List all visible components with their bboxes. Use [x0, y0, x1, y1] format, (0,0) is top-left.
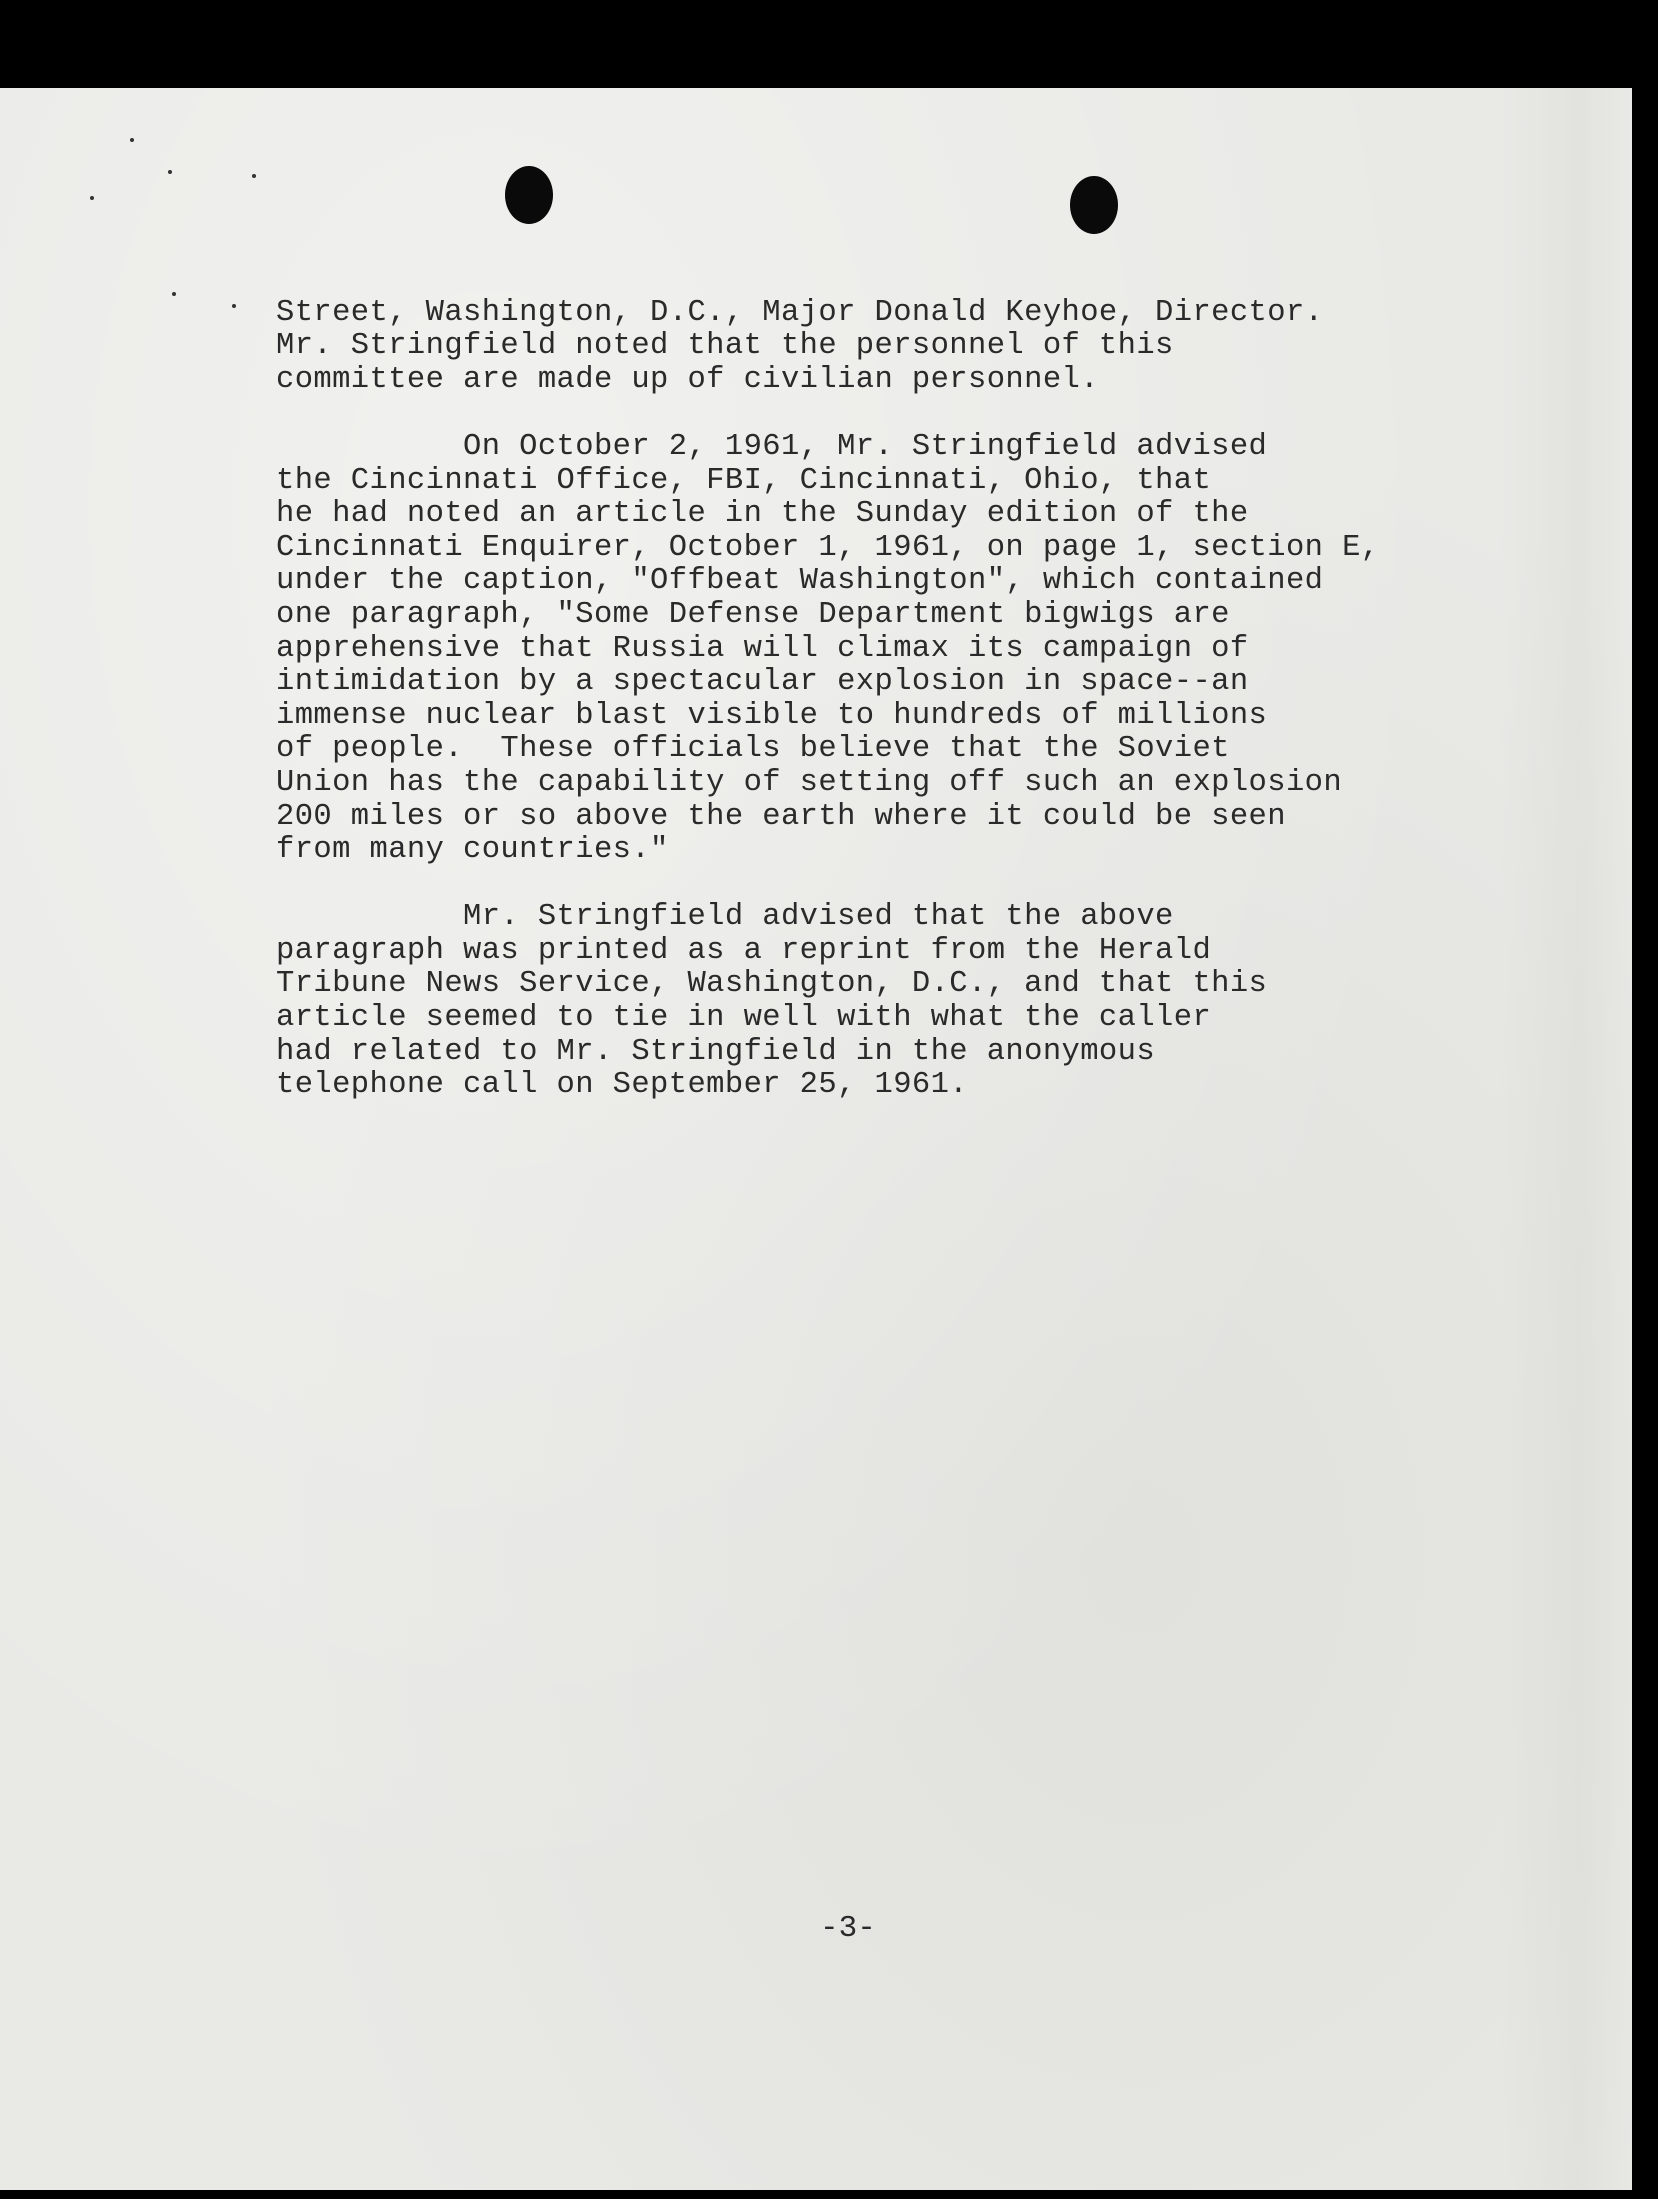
page-number: -3-	[820, 1911, 876, 1946]
speck	[90, 196, 94, 200]
document-page	[0, 88, 1632, 2190]
text-line: Union has the capability of setting off such an explosion	[276, 765, 1343, 800]
text-line: apprehensive that Russia will climax its campaign of	[276, 631, 1249, 666]
text-line: Cincinnati Enquirer, October 1, 1961, on page 1, section E,	[276, 530, 1380, 565]
text-line: Street, Washington, D.C., Major Donald Keyhoe, Director.	[276, 295, 1324, 330]
text-line: Mr. Stringfield advised that the above	[276, 900, 1174, 935]
text-line: On October 2, 1961, Mr. Stringfield advised	[276, 429, 1268, 464]
text-line: telephone call on September 25, 1961.	[276, 1068, 969, 1103]
text-line: of people. These officials believe that the Soviet	[276, 732, 1230, 767]
text-line: paragraph was printed as a reprint from the Herald	[276, 933, 1212, 968]
text-line: committee are made up of civilian personnel.	[276, 362, 1099, 397]
text-line: 200 miles or so above the earth where it could be seen	[276, 799, 1286, 834]
text-line: immense nuclear blast visible to hundreds of millions	[276, 698, 1268, 733]
punch-hole-left	[505, 166, 553, 224]
text-line: he had noted an article in the Sunday edition of the	[276, 497, 1249, 532]
text-line: under the caption, "Offbeat Washington", which contained	[276, 564, 1324, 599]
paragraph-2	[276, 431, 1576, 868]
speck	[168, 170, 172, 174]
text-line: from many countries."	[276, 833, 669, 868]
text-line: article seemed to tie in well with what the caller	[276, 1001, 1212, 1036]
text-line: one paragraph, "Some Defense Department bigwigs are	[276, 597, 1230, 632]
text-line: Tribune News Service, Washington, D.C., and that this	[276, 967, 1268, 1002]
text-line: had related to Mr. Stringfield in the anonymous	[276, 1034, 1156, 1069]
text-line: intimidation by a spectacular explosion in space--an	[276, 665, 1249, 700]
text-line: the Cincinnati Office, FBI, Cincinnati, Ohio, that	[276, 463, 1212, 498]
text-line: Mr. Stringfield noted that the personnel of this	[276, 329, 1174, 364]
speck	[130, 138, 134, 142]
speck	[232, 304, 236, 308]
paragraph-3	[276, 901, 1576, 1103]
punch-hole-right	[1070, 176, 1118, 234]
paragraph-1	[276, 297, 1576, 398]
body-text	[276, 263, 1576, 1170]
speck	[252, 174, 256, 178]
speck	[172, 292, 176, 296]
